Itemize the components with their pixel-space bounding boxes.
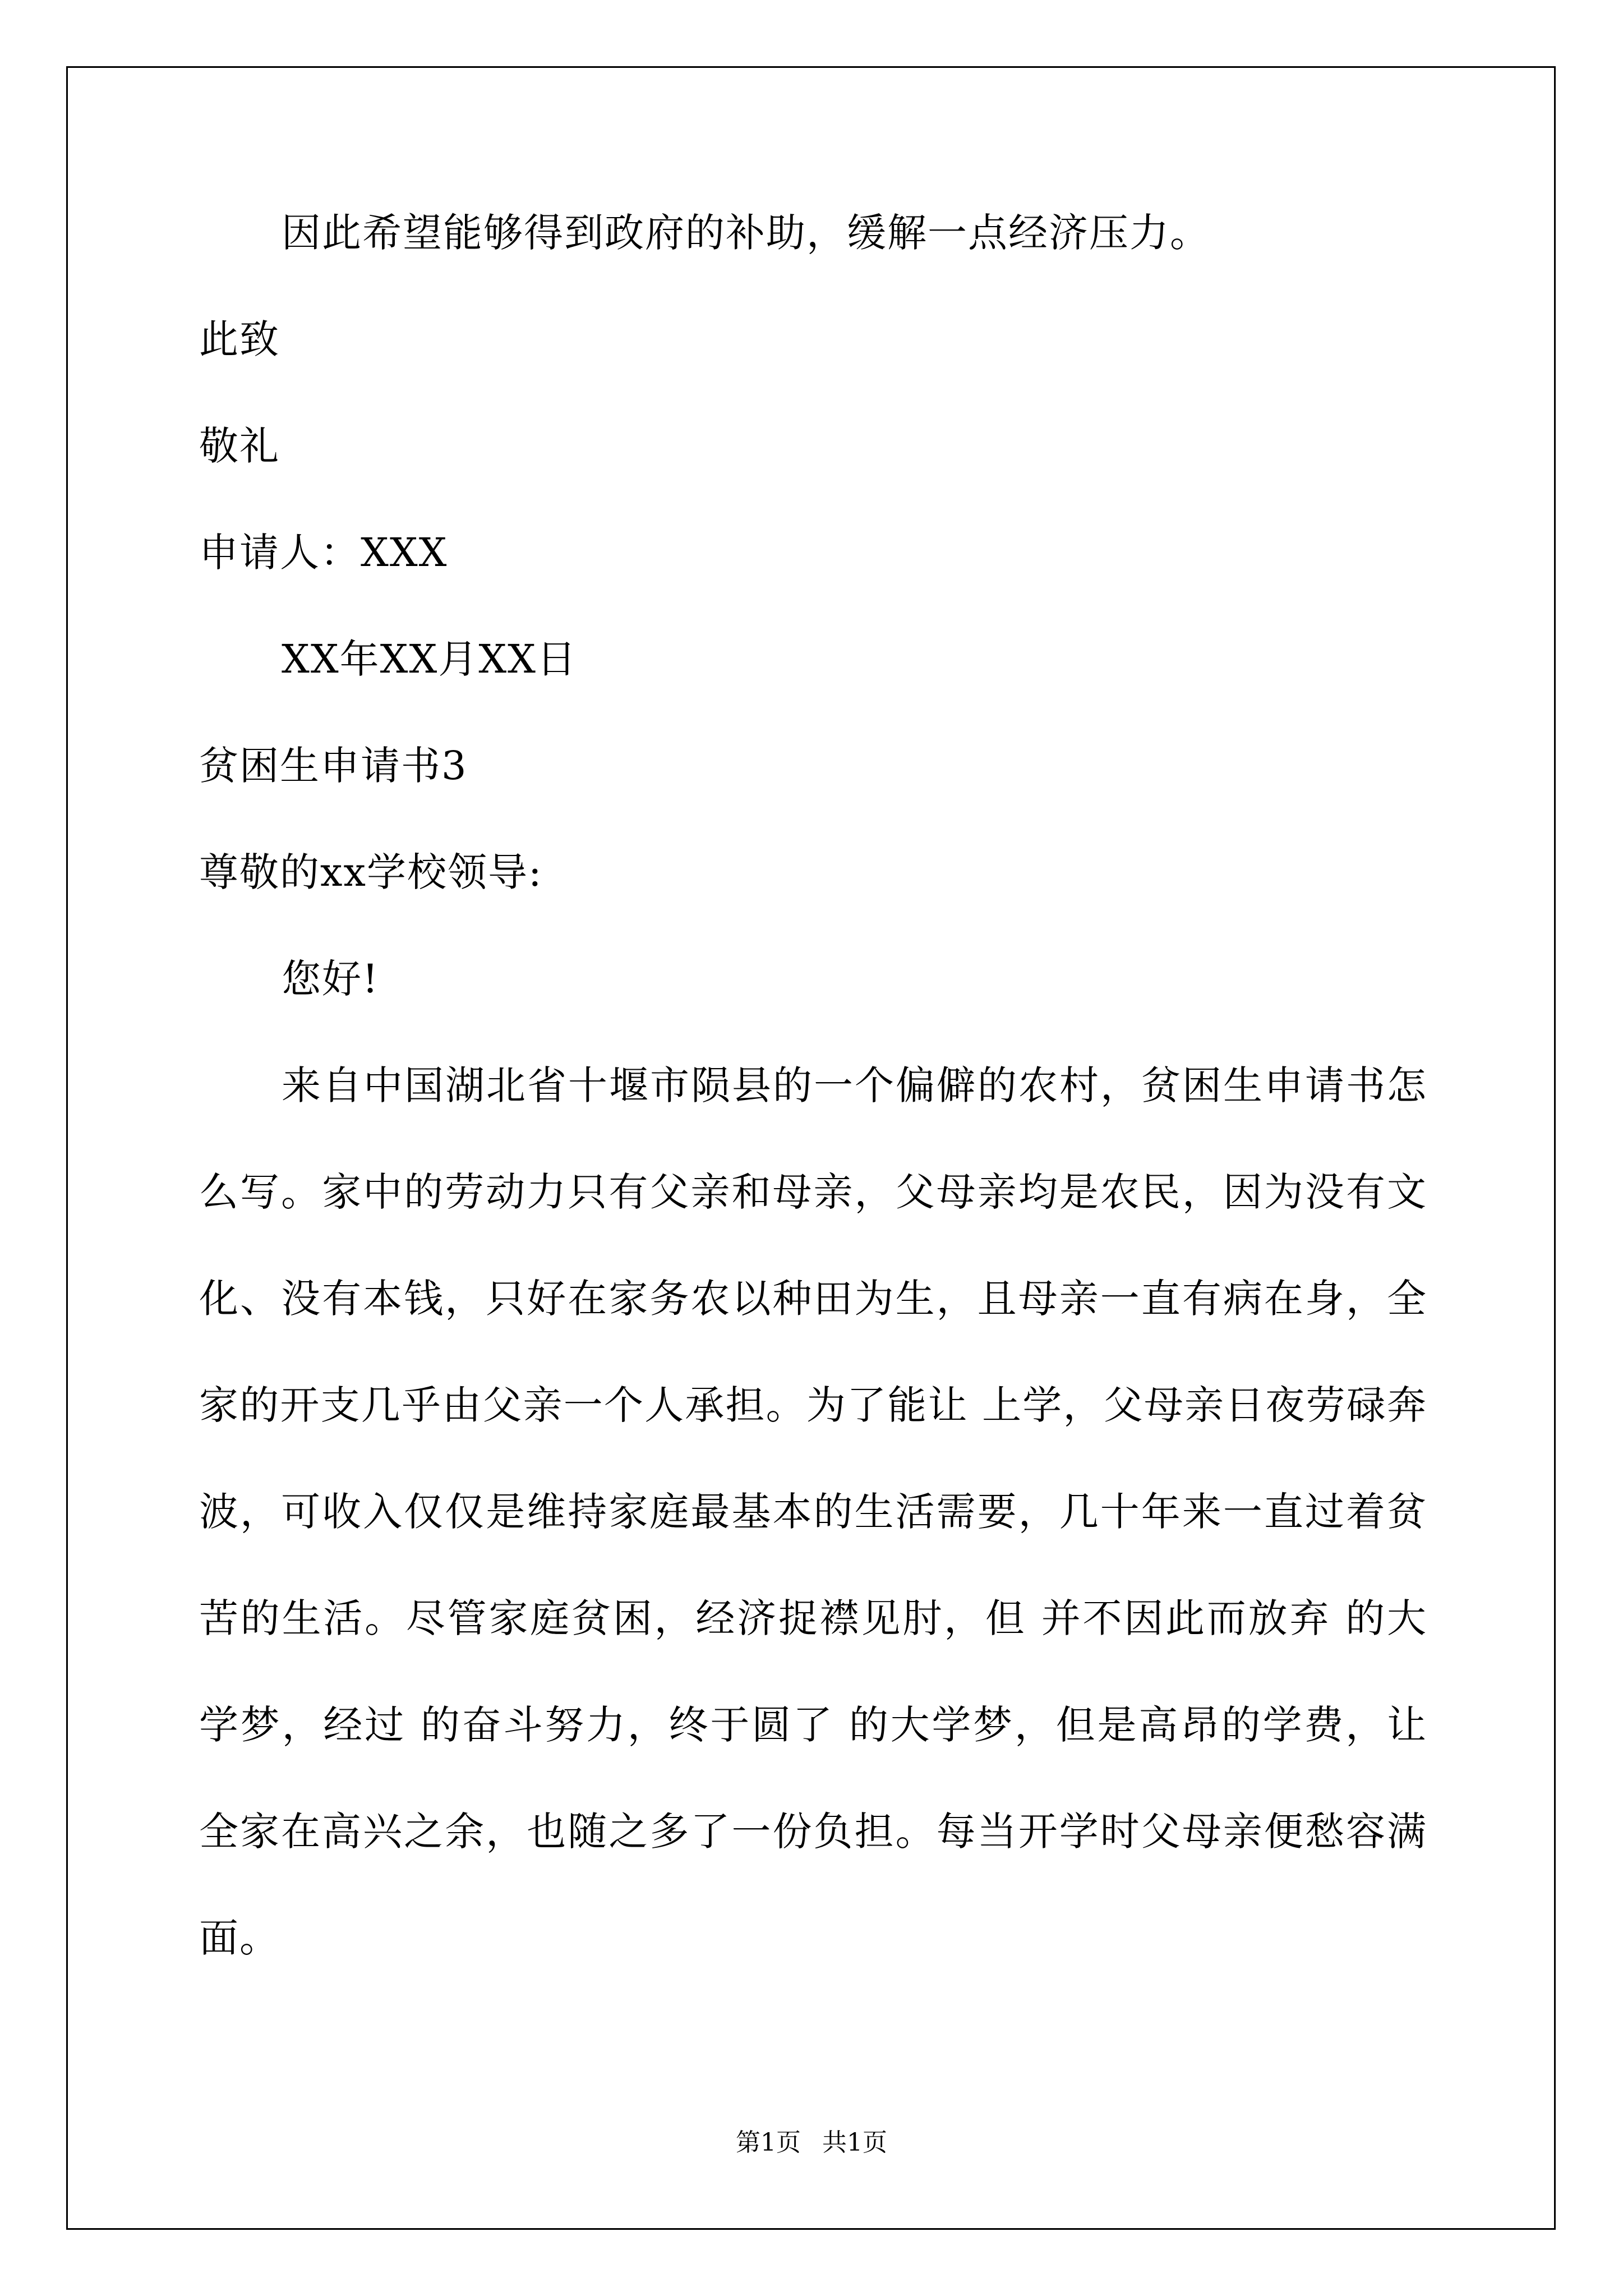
- text-line-date: XX年XX月XX日: [282, 636, 578, 682]
- text-line-subsidy: 因此希望能够得到政府的补助，缓解一点经济压力。: [282, 210, 1210, 256]
- text-line-applicant: 申请人：XXX: [199, 530, 448, 576]
- text-line-addressee: 尊敬的xx学校领导:: [199, 849, 543, 895]
- page-footer: [0, 2129, 1623, 2157]
- page-number-total: 共1页: [822, 2128, 887, 2157]
- section-title: 贫困生申请书3: [199, 743, 468, 789]
- text-line-closing: 此致: [199, 316, 280, 362]
- document-body: [199, 210, 1427, 1991]
- body-paragraph: 来自中国湖北省十堰市陨县的一个偏僻的农村，贫困生申请书怎么写。家中的劳动力只有父亲和母亲，父母亲均是农民，因为没有文化、没有本钱，只好在家务农以种田为生，且母亲一直有病在身，全家的开支几乎由父亲一个人承担。为了能让 上学，父母亲日夜劳碌奔波，可收入仅仅是维持家庭最基本的生活需要，几十年来一直过着贫苦的生活。尽管家庭贫困，经济捉襟见肘，但 并不因此而放弃 的大学梦，经过 的奋斗努力，终于圆了 的大学梦，但是高昂的学费，让全家在高兴之余，也随之多了一份负担。每当开学时父母亲便愁容满面。: [199, 1062, 1427, 1961]
- text-line-salutation: 敬礼: [199, 423, 280, 469]
- text-line-greeting: 您好!: [282, 956, 380, 1002]
- page-number-current: 第1页: [736, 2128, 801, 2157]
